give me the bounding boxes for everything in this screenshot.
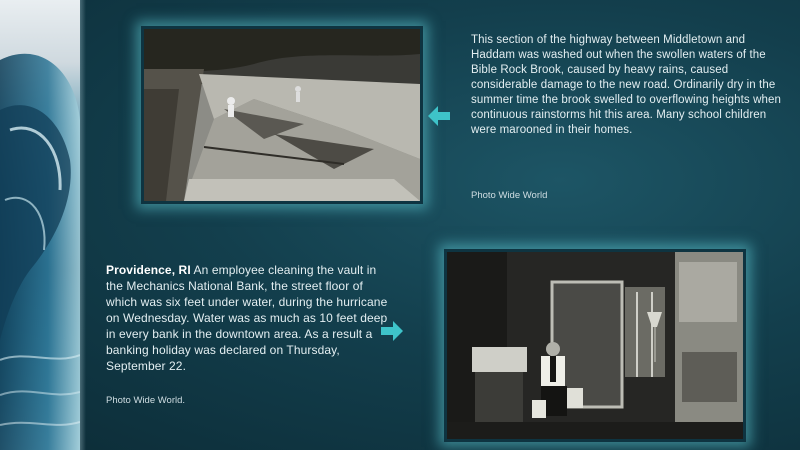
washed-out-highway-photo: [141, 26, 423, 204]
bank-caption-body: An employee cleaning the vault in the Mechanics National Bank, the street floor of which was six feet under water, during the hurricane on Wednesday. Water was as much as 10 feet deep in every bank in the downtown area. As a result a banking holiday was declared on Thursday, September 22.: [106, 263, 388, 373]
bank-caption-lead: Providence, RI: [106, 263, 191, 277]
panel-divider: [80, 0, 86, 450]
bank-photo-credit: Photo Wide World.: [106, 395, 186, 406]
ocean-wave-image: [0, 0, 80, 450]
highway-caption: This section of the highway between Middletown and Haddam was washed out when the swollen waters of the Bible Rock Brook, caused by heavy rains, caused considerable damage to the new road. Ordinarily dry in the summer time the brook swelled to overflowing heights when continuous rainstorms hit this area. Many school children were marooned in their homes.: [471, 34, 781, 136]
left-arrow-icon: [428, 106, 450, 126]
right-arrow-icon: [381, 321, 403, 341]
bank-caption: [106, 262, 391, 374]
highway-photo-credit: Photo Wide World: [471, 190, 548, 201]
bank-vault-cleanup-photo: [444, 249, 746, 442]
